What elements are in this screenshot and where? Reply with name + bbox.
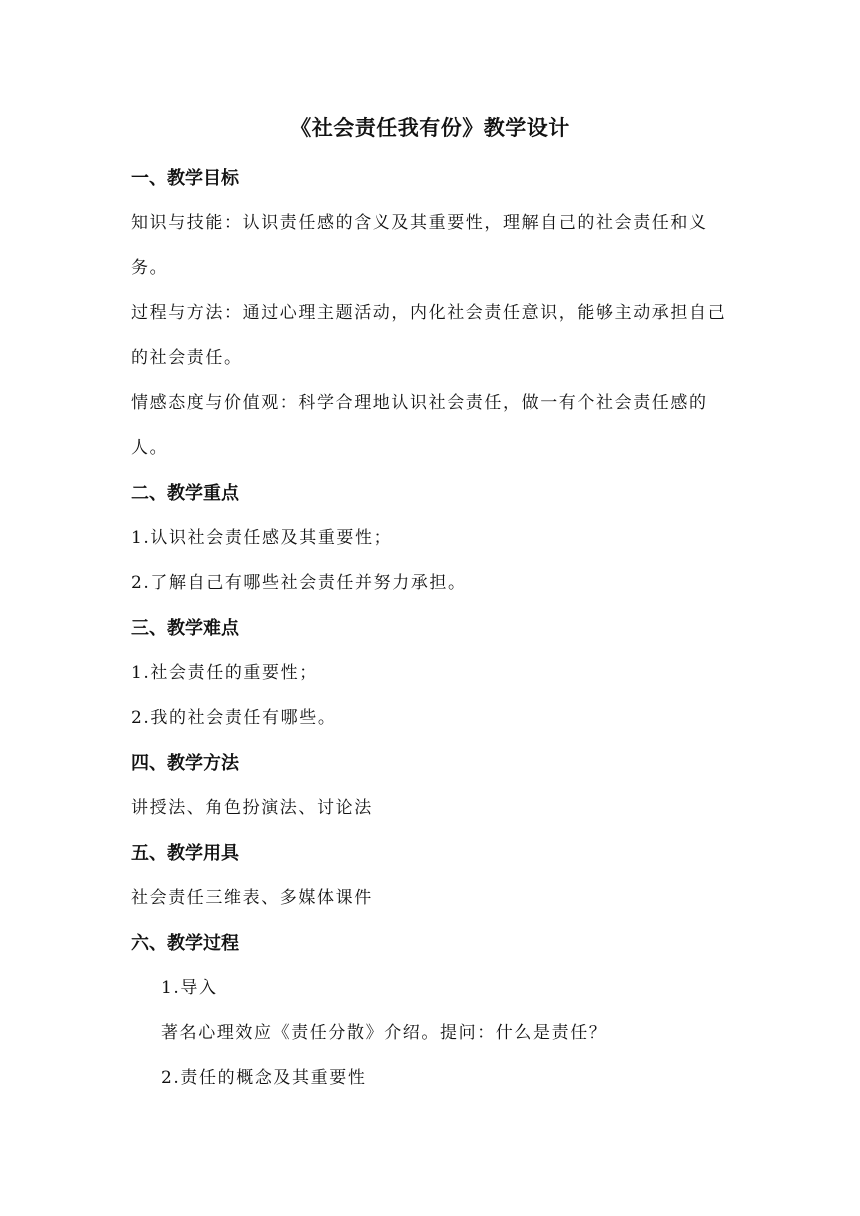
methods-text: 讲授法、角色扮演法、讨论法 (131, 798, 373, 818)
tools-text: 社会责任三维表、多媒体课件 (131, 888, 373, 908)
key-point-item: 2.了解自己有哪些社会责任并努力承担。 (131, 573, 467, 593)
section-heading-tools: 五、教学用具 (131, 843, 239, 864)
goal-knowledge-paragraph: 知识与技能：认识责任感的含义及其重要性，理解自己的社会责任和义务。 (131, 213, 708, 278)
section-heading-difficulties: 三、教学难点 (131, 618, 239, 639)
process-step-text: 著名心理效应《责任分散》介绍。提问：什么是责任？ (161, 1023, 608, 1043)
section-heading-methods: 四、教学方法 (131, 753, 239, 774)
process-step-title: 1.导入 (161, 978, 218, 998)
goal-process-paragraph: 过程与方法：通过心理主题活动，内化社会责任意识，能够主动承担自己的社会责任。 (131, 303, 727, 368)
section-heading-process: 六、教学过程 (131, 933, 239, 954)
process-step-title: 2.责任的概念及其重要性 (161, 1068, 367, 1088)
section-heading-goals: 一、教学目标 (131, 168, 239, 189)
difficulty-item: 1.社会责任的重要性； (131, 663, 318, 683)
document-body (131, 156, 731, 1101)
section-heading-key-points: 二、教学重点 (131, 483, 239, 504)
difficulty-item: 2.我的社会责任有哪些。 (131, 708, 337, 728)
document-title: 《社会责任我有份》教学设计 (290, 115, 570, 140)
goal-attitude-paragraph: 情感态度与价值观：科学合理地认识社会责任，做一有个社会责任感的人。 (131, 393, 708, 458)
key-point-item: 1.认识社会责任感及其重要性； (131, 528, 393, 548)
